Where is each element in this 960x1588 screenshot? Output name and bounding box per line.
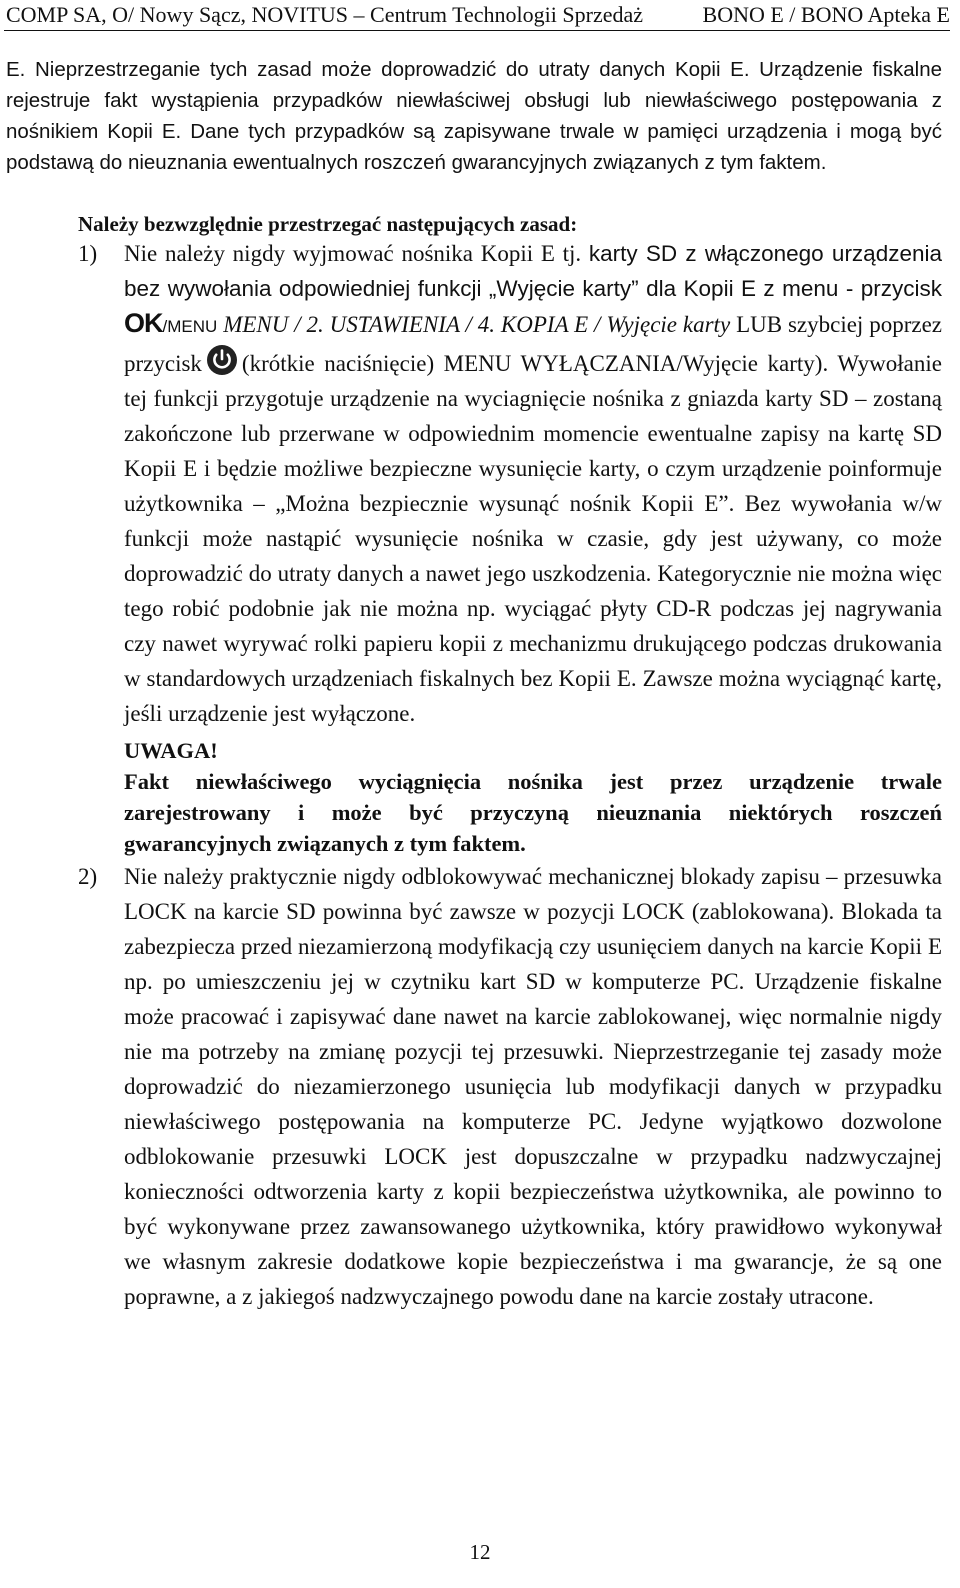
header-divider bbox=[4, 30, 950, 31]
menu-key-label: /MENU bbox=[162, 317, 218, 336]
rules-heading: Należy bezwzględnie przestrzegać następujących zasad: bbox=[78, 212, 578, 236]
item-2-text: Nie należy praktycznie nigdy odblokowywać mechanicznej blokady zapisu – przesuwka LOCK na karcie SD powinna być zawsze w pozycji LOCK (zablokowana). Blokada ta zabezpiecza przed niezamierzoną modyfikacją czy usunięciem danych na karcie Kopii E np. po umieszczeniu jej w czytniku kart SD w komputerze PC. Urządzenie fiskalne może pracować i zapisywać dane nawet na karcie zablokowanej, więc normalnie nigdy nie ma potrzeby na zmianę pozycji tej przesuwki. Nieprzestrzeganie tej zasady może doprowadzić do niezamierzonego usunięcia lub modyfikacji danych w przypadku niewłaściwego postępowania na komputerze PC. Jedyne wyjątkowo dozwolone odblokowanie przesuwki LOCK jest dopuszczalne w przypadku nadzwyczajnej konieczności odtworzenia karty z kopii bezpieczeństwa użytkownika, ale powinno to być wykonywane przez zawansowanego użytkownika, który prawidłowo wykonywał we własnym zakresie dodatkowe kopie bezpieczeństwa i ma gwarancje, że są one poprawne, a z jakiegoś nadzwyczajnego powodu dane na karcie zostały utracone. bbox=[124, 864, 942, 1309]
header-right: BONO E / BONO Apteka E bbox=[702, 2, 950, 27]
item-1-part-a: Nie należy nigdy wyjmować nośnika Kopii E tj. bbox=[124, 241, 582, 266]
header-left: COMP SA, O/ Nowy Sącz, NOVITUS – Centrum Technologii Sprzedaż bbox=[6, 2, 644, 27]
item-body bbox=[124, 236, 942, 859]
item-number: 1) bbox=[78, 241, 98, 266]
ok-menu-key-icon bbox=[124, 308, 218, 338]
item-1-part-d: (krótkie naciśnięcie) MENU WYŁĄCZANIA/Wyjęcie karty). Wywołanie tej funkcji przygotuje urządzenie na wyciagnięcie nośnika z gniazda karty SD – zostaną zakończone lub przerwane w odpowiednim momencie ewentualne zapisy na kartę SD Kopii E i będzie możliwe bezpieczne wysunięcie karty, o czym urządzenie poinformuje użytkownika – „Można bezpiecznie wysunąć nośnik Kopii E”. Bez wywołania w/w funkcji może nastąpić wysunięcie nośnika w czasie, gdy jest używany, co może doprowadzić do utraty danych a nawet jego uszkodzenia. Kategorycznie nie można więc tego robić podobnie jak nie można np. wyciągać płyty CD-R podczas jej nagrywania czy nawet wyrywać rolki papieru kopii z mechanizmu drukującego podczas drukowania w standardowych urządzeniach fiskalnych bez Kopii E. Zawsze można wyciągnąć kartę, jeśli urządzenie jest wyłączone. bbox=[124, 351, 942, 726]
list-item-1 bbox=[78, 236, 942, 859]
item-1-part-c: LUB szybciej poprzez przycisk bbox=[124, 312, 943, 376]
item-number: 2) bbox=[78, 864, 98, 889]
intro-paragraph bbox=[6, 54, 942, 178]
item-body bbox=[124, 859, 942, 1314]
warning-title: UWAGA! bbox=[124, 738, 218, 763]
list-item-2 bbox=[78, 859, 942, 1314]
ok-key-label: OK bbox=[124, 308, 163, 338]
menu-path: MENU / 2. USTAWIENIA / 4. KOPIA E / Wyjęcie karty bbox=[223, 312, 731, 337]
intro-text: E. Nieprzestrzeganie tych zasad może doprowadzić do utraty danych Kopii E. Urządzenie fiskalne rejestruje fakt wystąpienia przypadków niewłaściwej obsługi lub niewłaściwego postępowania z nośnikiem Kopii E. Dane tych przypadków są zapisywane trwale w pamięci urządzenia i mogą być podstawą do nieuznania ewentualnych roszczeń gwarancyjnych związanych z tym faktem. bbox=[6, 58, 942, 174]
item-1-part-b: karty SD z włączonego urządzenia bez wywołania odpowiedniej funkcji „Wyjęcie karty” dla Kopii E z menu - przycisk bbox=[124, 241, 942, 301]
rules-list bbox=[78, 236, 942, 1314]
warning-text: Fakt niewłaściwego wyciągnięcia nośnika jest przez urządzenie trwale zarejestrowany i może być przyczyną nieuznania niektórych roszczeń gwarancyjnych związanych z tym faktem. bbox=[124, 769, 942, 856]
item-1-text bbox=[124, 236, 942, 731]
page-number: 12 bbox=[469, 1540, 491, 1564]
power-icon bbox=[206, 344, 238, 376]
running-header bbox=[6, 2, 950, 28]
